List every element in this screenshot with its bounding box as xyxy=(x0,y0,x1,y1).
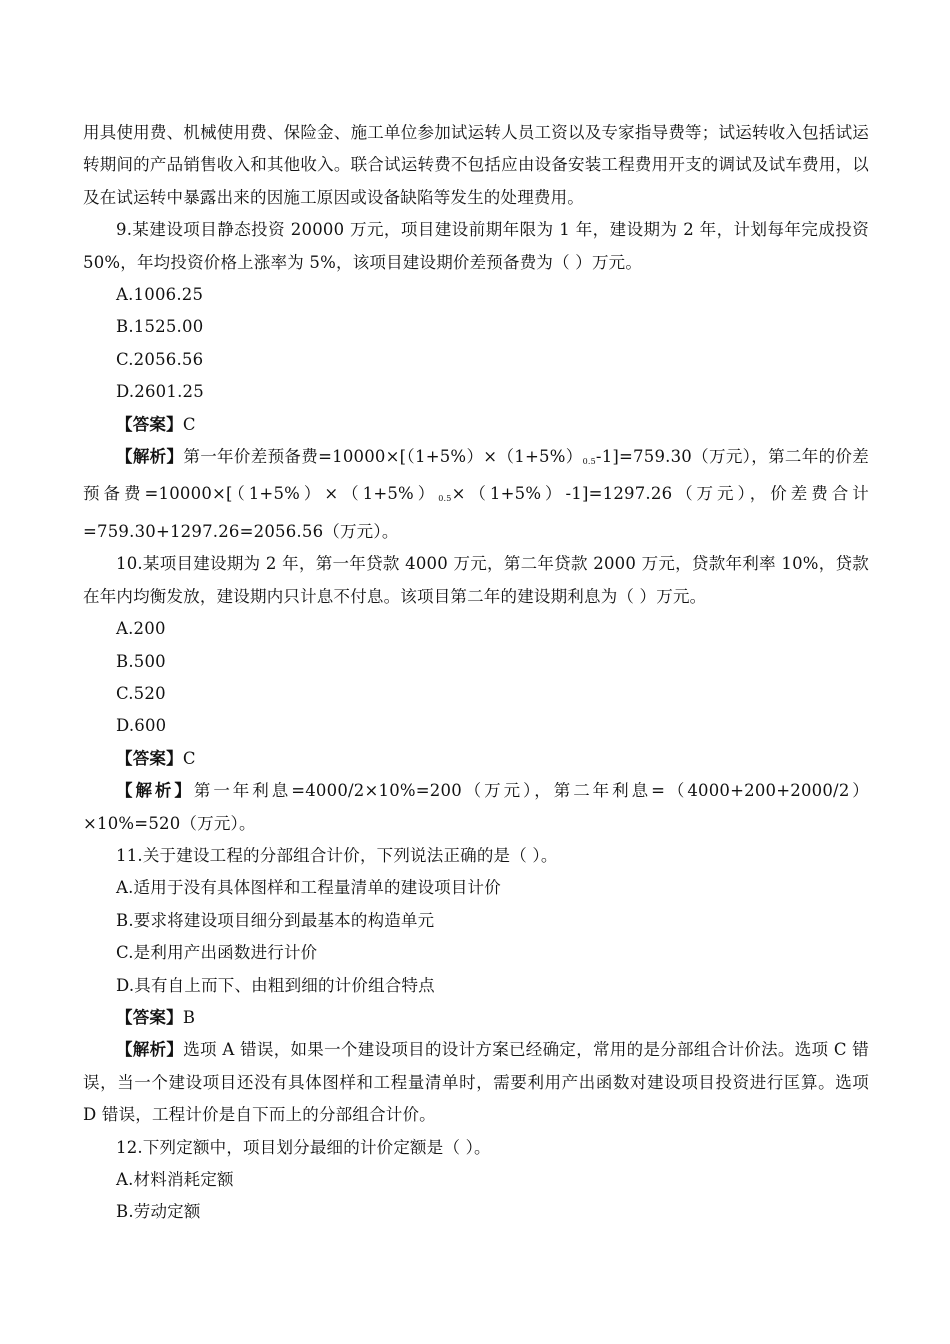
answer-label: 【答案】 xyxy=(116,1007,183,1027)
question-12-option-a: A.材料消耗定额 xyxy=(116,1170,234,1189)
answer-value: B xyxy=(182,1007,196,1027)
question-11-option-c: C.是利用产出函数进行计价 xyxy=(116,943,318,963)
question-10-answer xyxy=(83,743,869,775)
question-11-option-a: A.适用于没有具体图样和工程量清单的建设项目计价 xyxy=(116,878,501,898)
question-10-option-b: B.500 xyxy=(116,651,166,671)
question-9-option-b: B.1525.00 xyxy=(116,317,204,337)
analysis-text-part-2: -1]=759.30（万元），第二年的价差预备费=10000×[（1+5%）×（1+5%） xyxy=(83,447,869,504)
exponent: 0.5 xyxy=(438,494,452,504)
answer-label: 【答案】 xyxy=(116,414,183,434)
answer-value: C xyxy=(182,748,196,768)
question-9-analysis xyxy=(83,441,869,548)
intro-paragraph: 用具使用费、机械使用费、保险金、施工单位参加试运转人员工资以及专家指导费等；试运转收入包括试运转期间的产品销售收入和其他收入。联合试运转费不包括应由设备安装工程费用开支的调试及试车费用，以及在试运转中暴露出来的因施工原因或设备缺陷等发生的处理费用。 xyxy=(83,123,869,207)
question-9-option-d: D.2601.25 xyxy=(116,382,204,402)
question-11-option-b: B.要求将建设项目细分到最基本的构造单元 xyxy=(116,910,435,930)
question-10-stem: 10.某项目建设期为 2 年，第一年贷款 4000 万元，第二年贷款 2000 万元，贷款年利率 10%，贷款在年内均衡发放，建设期内只计息不付息。该项目第二年的建设期利息为（ ）万元。 xyxy=(83,554,869,606)
question-9-stem: 9.某建设项目静态投资 20000 万元，项目建设前期年限为 1 年，建设期为 2 年，计划每年完成投资 50%，年均投资价格上涨率为 5%，该项目建设期价差预备费为（ ）万元。 xyxy=(83,220,869,272)
question-11-answer xyxy=(83,1002,869,1034)
question-9-answer xyxy=(83,409,869,441)
analysis-text-part-1: 第一年价差预备费=10000×[（1+5%）×（1+5%） xyxy=(183,447,583,467)
analysis-text: 第一年利息=4000/2×10%=200（万元），第二年利息=（4000+200+2000/2）×10%=520（万元）。 xyxy=(83,781,869,833)
document-page xyxy=(83,117,869,1229)
question-11-analysis xyxy=(83,1034,869,1131)
question-10-option-a: A.200 xyxy=(116,619,166,639)
analysis-label: 【解析】 xyxy=(116,447,184,467)
analysis-label: 【解析】 xyxy=(116,1040,184,1060)
analysis-text: 选项 A 错误，如果一个建设项目的设计方案已经确定，常用的是分部组合计价法。选项 C 错误，当一个建设项目还没有具体图样和工程量清单时，需要利用产出函数对建设项目投资进行匡算。选项 D 错误，工程计价是自下而上的分部组合计价。 xyxy=(83,1040,869,1125)
question-9-option-c: C.2056.56 xyxy=(116,349,204,369)
question-10-option-c: C.520 xyxy=(116,683,166,703)
question-9-option-a: A.1006.25 xyxy=(116,285,204,305)
exponent: 0.5 xyxy=(582,457,596,467)
question-11-stem: 11.关于建设工程的分部组合计价，下列说法正确的是（ ）。 xyxy=(116,845,558,865)
question-10-option-d: D.600 xyxy=(116,716,167,736)
question-11-option-d: D.具有自上而下、由粗到细的计价组合特点 xyxy=(116,975,435,995)
answer-value: C xyxy=(182,414,196,434)
answer-label: 【答案】 xyxy=(116,748,183,768)
analysis-label: 【解析】 xyxy=(116,781,194,801)
question-12-stem: 12.下列定额中，项目划分最细的计价定额是（ ）。 xyxy=(116,1137,491,1157)
analysis-text-part-3: ×（1+5%）-1]=1297.26（万元），价差费合计=759.30+1297.26=2056.56（万元）。 xyxy=(83,484,870,541)
question-10-analysis xyxy=(83,775,869,840)
question-12-option-b: B.劳动定额 xyxy=(116,1202,201,1222)
